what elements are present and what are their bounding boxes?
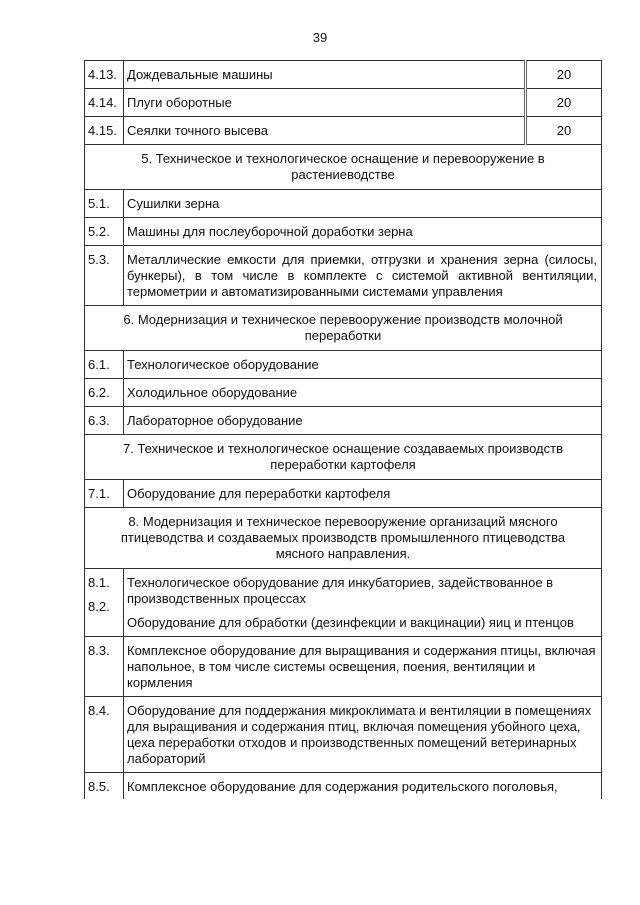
row-number: 6.1.	[85, 351, 124, 379]
row-name: Оборудование для переработки картофеля	[124, 480, 602, 508]
row-number: 5.3.	[85, 246, 124, 306]
row-name: Машины для послеуборочной доработки зерна	[124, 218, 602, 246]
row-number: 6.2.	[85, 379, 124, 407]
row-value: 20	[526, 89, 602, 117]
page-number: 39	[312, 30, 328, 45]
section-title: 6. Модернизация и техническое перевооружение производств молочной переработки	[85, 306, 602, 351]
row-number: 6.3.	[85, 407, 124, 435]
row-name: Дождевальные машины	[124, 61, 526, 89]
table-row	[85, 637, 602, 697]
row-number: 4.13.	[85, 61, 124, 89]
section-header	[85, 306, 602, 351]
row-name: Технологическое оборудование для инкубаториев, задействованное в производственных процессах	[127, 575, 554, 606]
row-name: Плуги оборотные	[124, 89, 526, 117]
row-name: Комплексное оборудование для выращивания и содержания птицы, включая напольное, в том числе системы освещения, поения, вентиляции и кормления	[124, 637, 602, 697]
section-header	[85, 508, 602, 569]
table-row	[85, 569, 602, 637]
table-row	[85, 351, 602, 379]
table-row	[85, 89, 602, 117]
section-header	[85, 145, 602, 190]
row-value: 20	[526, 61, 602, 89]
row-number: 4.15.	[85, 117, 124, 145]
table-row	[85, 773, 602, 800]
row-name: Холодильное оборудование	[124, 379, 602, 407]
equipment-table	[84, 60, 602, 799]
row-name: Технологическое оборудование	[124, 351, 602, 379]
row-number: 4.14.	[85, 89, 124, 117]
table-row	[85, 61, 602, 89]
row-value: 20	[526, 117, 602, 145]
row-name: Лабораторное оборудование	[124, 407, 602, 435]
table-row	[85, 480, 602, 508]
table-row	[85, 218, 602, 246]
row-number: 8.5.	[85, 773, 124, 800]
row-number: 5.1.	[85, 190, 124, 218]
row-name: Металлические емкости для приемки, отгрузки и хранения зерна (силосы, бункеры), в том числе в комплекте с системой активной вентиляции, термометрии и автоматизированными системами управления	[124, 246, 602, 306]
table-row	[85, 379, 602, 407]
row-name: Сеялки точного высева	[124, 117, 526, 145]
section-header	[85, 435, 602, 480]
row-name: Оборудование для поддержания микроклимата и вентиляции в помещениях для выращивания и содержания птиц, включая помещения убойного цеха, цеха переработки отходов и производственных помещений ветеринарных лабораторий	[124, 697, 602, 773]
row-number: 8.4.	[85, 697, 124, 773]
table-row	[85, 246, 602, 306]
row-name: Оборудование для обработки (дезинфекции и вакцинации) яиц и птенцов	[127, 615, 574, 630]
row-number: 8.2.	[88, 599, 110, 614]
row-number: 5.2.	[85, 218, 124, 246]
section-title: 8. Модернизация и техническое перевооружение организаций мясного птицеводства и создаваемых производств промышленного птицеводства мясного направления.	[85, 508, 602, 569]
row-number: 7.1.	[85, 480, 124, 508]
section-title: 5. Техническое и технологическое оснащение и перевооружение в растениеводстве	[85, 145, 602, 190]
row-name: Сушилки зерна	[124, 190, 602, 218]
table-row	[85, 407, 602, 435]
row-number: 8.3.	[85, 637, 124, 697]
row-name: Комплексное оборудование для содержания родительского поголовья,	[124, 773, 602, 800]
table-row	[85, 190, 602, 218]
table-row	[85, 697, 602, 773]
section-title: 7. Техническое и технологическое оснащение создаваемых производств переработки картофеля	[85, 435, 602, 480]
table-row	[85, 117, 602, 145]
row-number: 8.1.	[88, 575, 110, 590]
